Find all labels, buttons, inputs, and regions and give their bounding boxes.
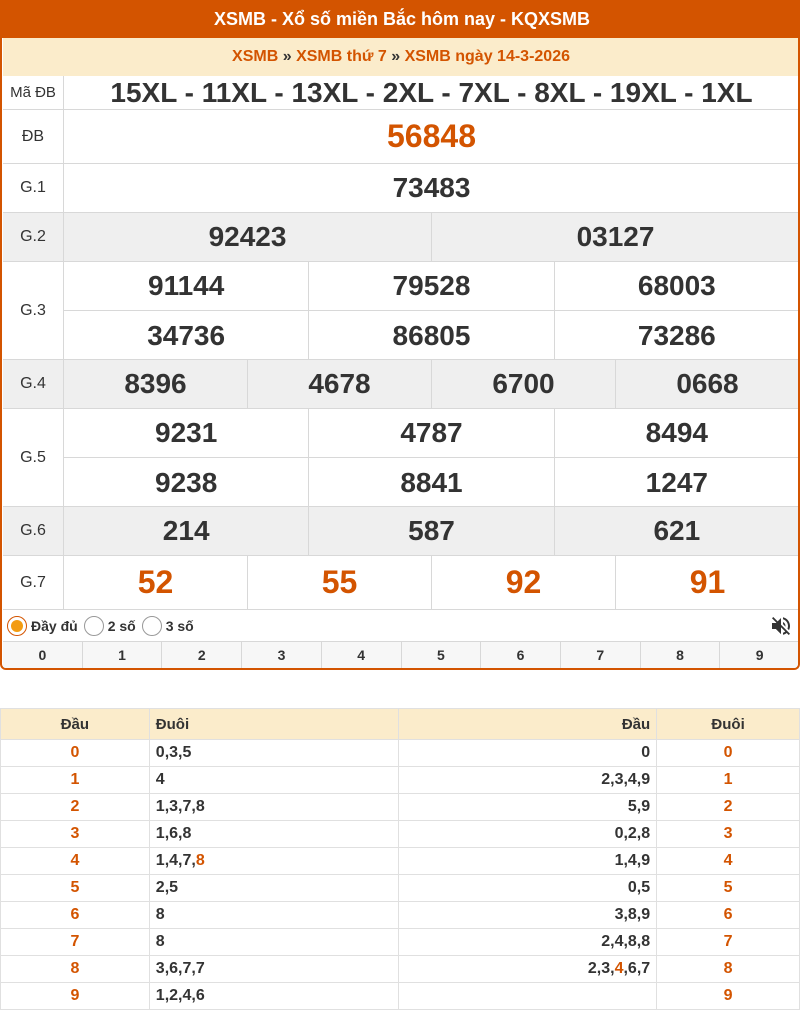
- table-row: [1, 929, 800, 956]
- duoi-cell: 1: [657, 767, 800, 794]
- label-g6: G.6: [3, 507, 64, 555]
- duoi-cell: 7: [657, 929, 800, 956]
- table-row: [1, 956, 800, 983]
- ma-db-codes: 15XL - 11XL - 13XL - 2XL - 7XL - 8XL - 19XL - 1XL: [110, 76, 753, 108]
- prize-g6: 621: [554, 507, 799, 555]
- prize-g1: 73483: [392, 172, 471, 203]
- row-g2: [3, 213, 799, 262]
- label-db: ĐB: [3, 110, 64, 163]
- digit-button[interactable]: 0: [3, 642, 82, 668]
- digit-button[interactable]: 1: [82, 642, 162, 668]
- digit-filter: [3, 642, 799, 668]
- breadcrumb-xsmb-thu7[interactable]: XSMB thứ 7: [296, 48, 387, 65]
- digit-button[interactable]: 9: [719, 642, 799, 668]
- option-full[interactable]: [7, 616, 78, 636]
- dau-cell: 5,9: [399, 794, 657, 821]
- table-row: [1, 767, 800, 794]
- label-ma-db: Mã ĐB: [3, 76, 64, 109]
- row-g5: [3, 409, 799, 507]
- duoi-cell: 2,5: [149, 875, 399, 902]
- dau-value: 2,3,: [587, 960, 615, 977]
- prize-db: 56848: [387, 118, 476, 154]
- label-g4: G.4: [3, 360, 64, 408]
- prize-g6: 587: [308, 507, 553, 555]
- dau-cell: 7: [1, 929, 150, 956]
- radio-two-digits[interactable]: [84, 616, 104, 636]
- duoi-cell: 1,3,7,8: [149, 794, 399, 821]
- label-g3: G.3: [3, 262, 64, 359]
- prize-g3: 73286: [554, 311, 799, 360]
- dau-cell: 3,8,9: [399, 902, 657, 929]
- dau-cell: 3: [1, 821, 150, 848]
- table-row: [1, 848, 800, 875]
- prize-g5: 4787: [308, 409, 553, 457]
- table-row: [1, 902, 800, 929]
- dau-cell: 0,5: [399, 875, 657, 902]
- dau-cell: 9: [1, 983, 150, 1010]
- duoi-cell: [149, 848, 399, 875]
- row-ma-db: [3, 76, 799, 110]
- option-three-digits[interactable]: [142, 616, 194, 636]
- breadcrumb-separator: »: [282, 48, 292, 65]
- speaker-muted-icon[interactable]: [769, 614, 793, 638]
- header-dau: Đầu: [399, 709, 657, 740]
- prize-g5: 8841: [308, 458, 553, 507]
- duoi-cell: 1,2,4,6: [149, 983, 399, 1010]
- dau-cell: 1: [1, 767, 150, 794]
- label-g5: G.5: [3, 409, 64, 506]
- dau-cell: 2,4,8,8: [399, 929, 657, 956]
- page-title: XSMB - Xổ số miền Bắc hôm nay - KQXSMB: [2, 0, 800, 38]
- prize-g5: 9238: [155, 466, 218, 498]
- dau-cell: 2: [1, 794, 150, 821]
- option-two-digits[interactable]: [84, 616, 136, 636]
- option-two-label: 2 số: [107, 617, 136, 634]
- dau-cell: 4: [1, 848, 150, 875]
- row-db: [3, 110, 799, 164]
- prize-g7: 52: [137, 564, 174, 600]
- label-g2: G.2: [3, 213, 64, 261]
- prize-g6: 214: [162, 515, 210, 546]
- duoi-cell: 8: [149, 902, 399, 929]
- duoi-cell: 3: [657, 821, 800, 848]
- dau-cell: 5: [1, 875, 150, 902]
- display-options: [3, 610, 799, 642]
- dau-cell: 2,3,4,9: [399, 767, 657, 794]
- dau-cell: 0: [399, 740, 657, 767]
- row-g1: [3, 164, 799, 213]
- duoi-cell: 1,6,8: [149, 821, 399, 848]
- duoi-cell: 3,6,7,7: [149, 956, 399, 983]
- option-three-label: 3 số: [165, 617, 194, 634]
- dau-cell: 1,4,9: [399, 848, 657, 875]
- prize-g4: 4678: [247, 360, 431, 408]
- prize-g5: 9231: [155, 417, 218, 448]
- prize-g4: 8396: [124, 368, 187, 399]
- dau-highlight: 4: [614, 960, 624, 977]
- loto-table: [0, 708, 800, 1010]
- prize-g3: 86805: [308, 311, 553, 360]
- prize-g5: 8494: [554, 409, 799, 457]
- row-g6: [3, 507, 799, 556]
- table-row: [1, 821, 800, 848]
- prize-g3: 79528: [308, 262, 553, 310]
- row-g3: [3, 262, 799, 360]
- duoi-cell: 8: [149, 929, 399, 956]
- table-row: [1, 794, 800, 821]
- breadcrumb-xsmb-date[interactable]: XSMB ngày 14-3-2026: [404, 48, 570, 65]
- prize-g7: 55: [247, 556, 431, 609]
- digit-button[interactable]: 8: [640, 642, 720, 668]
- breadcrumb-xsmb[interactable]: XSMB: [232, 48, 279, 65]
- dau-cell: 6: [1, 902, 150, 929]
- row-g7: [3, 556, 799, 610]
- loto-header-row: [1, 709, 800, 740]
- duoi-cell: 5: [657, 875, 800, 902]
- duoi-cell: 6: [657, 902, 800, 929]
- duoi-cell: 4: [149, 767, 399, 794]
- breadcrumb: [3, 38, 799, 76]
- radio-three-digits[interactable]: [142, 616, 162, 636]
- prize-g7: 92: [431, 556, 615, 609]
- dau-cell: 0,2,8: [399, 821, 657, 848]
- digit-button[interactable]: 5: [401, 642, 481, 668]
- dau-cell: 0: [1, 740, 150, 767]
- prize-g3: 34736: [147, 319, 226, 351]
- header-dau: Đầu: [1, 709, 150, 740]
- label-g7: G.7: [3, 556, 64, 609]
- header-duoi: Đuôi: [149, 709, 399, 740]
- duoi-cell: 0: [657, 740, 800, 767]
- digit-button[interactable]: 4: [321, 642, 401, 668]
- prize-g4: 0668: [615, 360, 799, 408]
- digit-button[interactable]: 6: [480, 642, 560, 668]
- digit-button[interactable]: 7: [560, 642, 640, 668]
- prize-g4: 6700: [431, 360, 615, 408]
- row-g4: [3, 360, 799, 409]
- breadcrumb-separator: »: [391, 48, 401, 65]
- table-row: [1, 875, 800, 902]
- header-duoi: Đuôi: [657, 709, 800, 740]
- duoi-cell: 8: [657, 956, 800, 983]
- prize-g2: 92423: [208, 221, 287, 252]
- digit-button[interactable]: 3: [241, 642, 321, 668]
- prize-g2: 03127: [431, 213, 799, 261]
- duoi-highlight: 8: [195, 852, 205, 869]
- prize-g3: 91144: [148, 270, 225, 301]
- table-row: [1, 740, 800, 767]
- table-row: [1, 983, 800, 1010]
- duoi-cell: 2: [657, 794, 800, 821]
- option-full-label: Đầy đủ: [31, 617, 78, 634]
- radio-full[interactable]: [7, 616, 27, 636]
- label-g1: G.1: [3, 164, 64, 212]
- duoi-cell: 9: [657, 983, 800, 1010]
- digit-button[interactable]: 2: [161, 642, 241, 668]
- dau-cell: [399, 983, 657, 1010]
- duoi-cell: 0,3,5: [149, 740, 399, 767]
- prize-g5: 1247: [554, 458, 799, 507]
- duoi-value: 1,4,7,: [155, 852, 196, 869]
- prize-g3: 68003: [554, 262, 799, 310]
- duoi-cell: 4: [657, 848, 800, 875]
- dau-cell: 8: [1, 956, 150, 983]
- prize-g7: 91: [615, 556, 799, 609]
- dau-cell: [399, 956, 657, 983]
- dau-value: ,6,7: [623, 960, 651, 977]
